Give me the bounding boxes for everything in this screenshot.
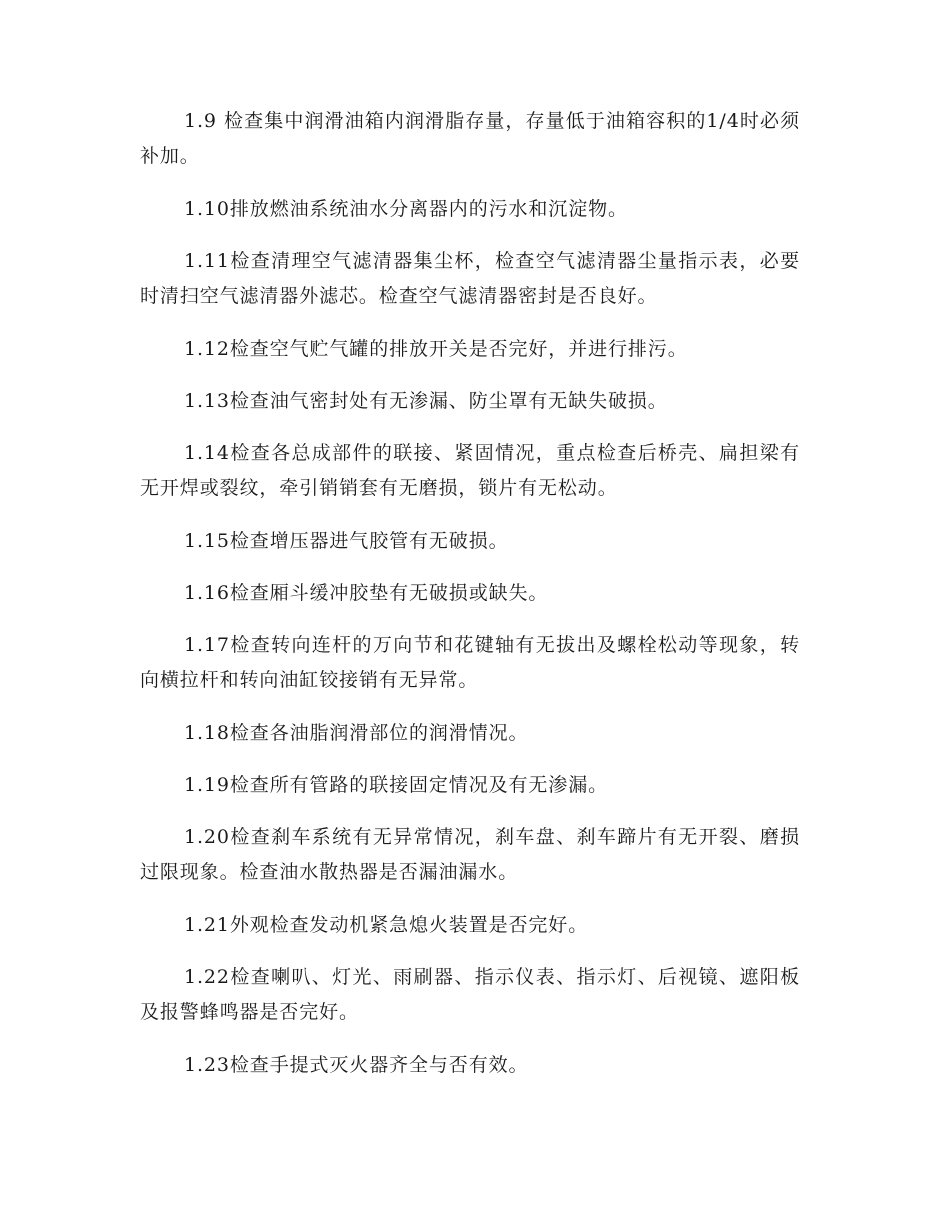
paragraph-1-16: 1.16检查厢斗缓冲胶垫有无破损或缺失。 (184, 582, 549, 604)
document-body (140, 104, 800, 1100)
paragraph-1-22: 1.22检查喇叭、灯光、雨刷器、指示仪表、指示灯、后视镜、遮阳板及报警蜂鸣器是否完好。 (140, 966, 800, 1023)
paragraph-1-15: 1.15检查增压器进气胶管有无破损。 (184, 530, 509, 552)
paragraph-1-14: 1.14检查各总成部件的联接、紧固情况，重点检查后桥壳、扁担梁有无开焊或裂纹，牵引销销套有无磨损，锁片有无松动。 (140, 442, 800, 499)
paragraph-1-9: 1.9 检查集中润滑油箱内润滑脂存量，存量低于油箱容积的1/4时必须补加。 (140, 110, 800, 167)
paragraph-1-20: 1.20检查刹车系统有无异常情况，刹车盘、刹车蹄片有无开裂、磨损过限现象。检查油水散热器是否漏油漏水。 (140, 826, 800, 883)
paragraph-1-23: 1.23检查手提式灭火器齐全与否有效。 (184, 1054, 529, 1076)
paragraph-1-21: 1.21外观检查发动机紧急熄火装置是否完好。 (184, 914, 589, 936)
paragraph-1-12: 1.12检查空气贮气罐的排放开关是否完好，并进行排污。 (184, 338, 688, 360)
paragraph-1-17: 1.17检查转向连杆的万向节和花键轴有无拔出及螺栓松动等现象，转向横拉杆和转向油缸铰接销有无异常。 (140, 634, 800, 691)
paragraph-1-19: 1.19检查所有管路的联接固定情况及有无渗漏。 (184, 774, 609, 796)
paragraph-1-11: 1.11检查清理空气滤清器集尘杯，检查空气滤清器尘量指示表，必要时清扫空气滤清器外滤芯。检查空气滤清器密封是否良好。 (140, 250, 800, 307)
paragraph-1-13: 1.13检查油气密封处有无渗漏、防尘罩有无缺失破损。 (184, 390, 668, 412)
paragraph-1-18: 1.18检查各油脂润滑部位的润滑情况。 (184, 722, 529, 744)
paragraph-1-10: 1.10排放燃油系统油水分离器内的污水和沉淀物。 (184, 198, 628, 220)
